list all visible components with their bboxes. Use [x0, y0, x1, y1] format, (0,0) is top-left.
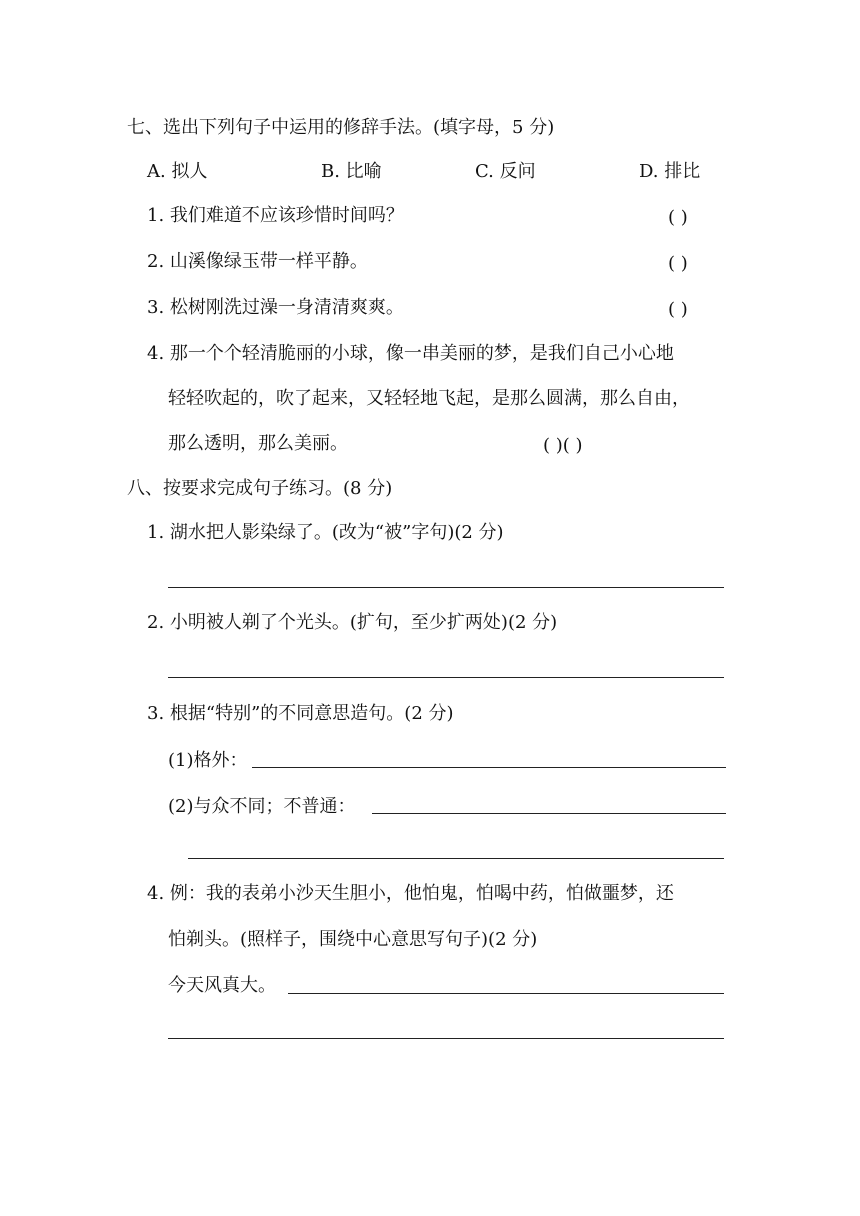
item-1-text: 1. 我们难道不应该珍惜时间吗？: [147, 205, 404, 226]
question-3-part-2-answer-line[interactable]: [372, 813, 726, 814]
section-7-title: 七、选出下列句子中运用的修辞手法。(填字母，5 分): [127, 117, 555, 138]
item-4-answer-blanks[interactable]: ( )( ): [543, 435, 583, 456]
option-b: B. 比喻: [321, 161, 382, 182]
question-1-answer-line[interactable]: [168, 587, 724, 588]
item-4-line-1: 4. 那一个个轻清脆丽的小球，像一串美丽的梦，是我们自己小心地: [147, 343, 674, 364]
item-3-answer-blank[interactable]: ( ): [668, 299, 688, 320]
question-3-part-2-label: (2)与众不同；不普通：: [168, 796, 356, 817]
option-c: C. 反问: [475, 161, 536, 182]
question-3: 3. 根据“特别”的不同意思造句。(2 分): [147, 703, 454, 724]
question-4-line-2: 怕剃头。(照样子，围绕中心意思写句子)(2 分): [168, 929, 538, 950]
item-4-line-2: 轻轻吹起的，吹了起来，又轻轻地飞起，是那么圆满，那么自由，: [168, 388, 690, 409]
question-4-prompt: 今天风真大。: [168, 975, 276, 996]
section-8-title: 八、按要求完成句子练习。(8 分): [127, 478, 393, 499]
question-3-part-1-label: (1)格外：: [168, 750, 248, 771]
item-2-answer-blank[interactable]: ( ): [668, 253, 688, 274]
item-3-text: 3. 松树刚洗过澡一身清清爽爽。: [147, 297, 404, 318]
question-2: 2. 小明被人剃了个光头。(扩句，至少扩两处)(2 分): [147, 612, 558, 633]
question-4-answer-line-1[interactable]: [288, 993, 724, 994]
item-2-text: 2. 山溪像绿玉带一样平静。: [147, 251, 368, 272]
question-3-part-1-answer-line[interactable]: [252, 767, 726, 768]
option-a: A. 拟人: [147, 161, 208, 182]
question-4-answer-line-2[interactable]: [168, 1038, 724, 1039]
item-1-answer-blank[interactable]: ( ): [668, 207, 688, 228]
question-2-answer-line[interactable]: [168, 677, 724, 678]
question-3-part-2-continuation-line[interactable]: [188, 858, 724, 859]
item-4-line-3: 那么透明，那么美丽。: [168, 433, 348, 454]
option-d: D. 排比: [639, 161, 701, 182]
question-1: 1. 湖水把人影染绿了。(改为“被”字句)(2 分): [147, 522, 504, 543]
question-4-line-1: 4. 例：我的表弟小沙天生胆小，他怕鬼，怕喝中药，怕做噩梦，还: [147, 883, 674, 904]
